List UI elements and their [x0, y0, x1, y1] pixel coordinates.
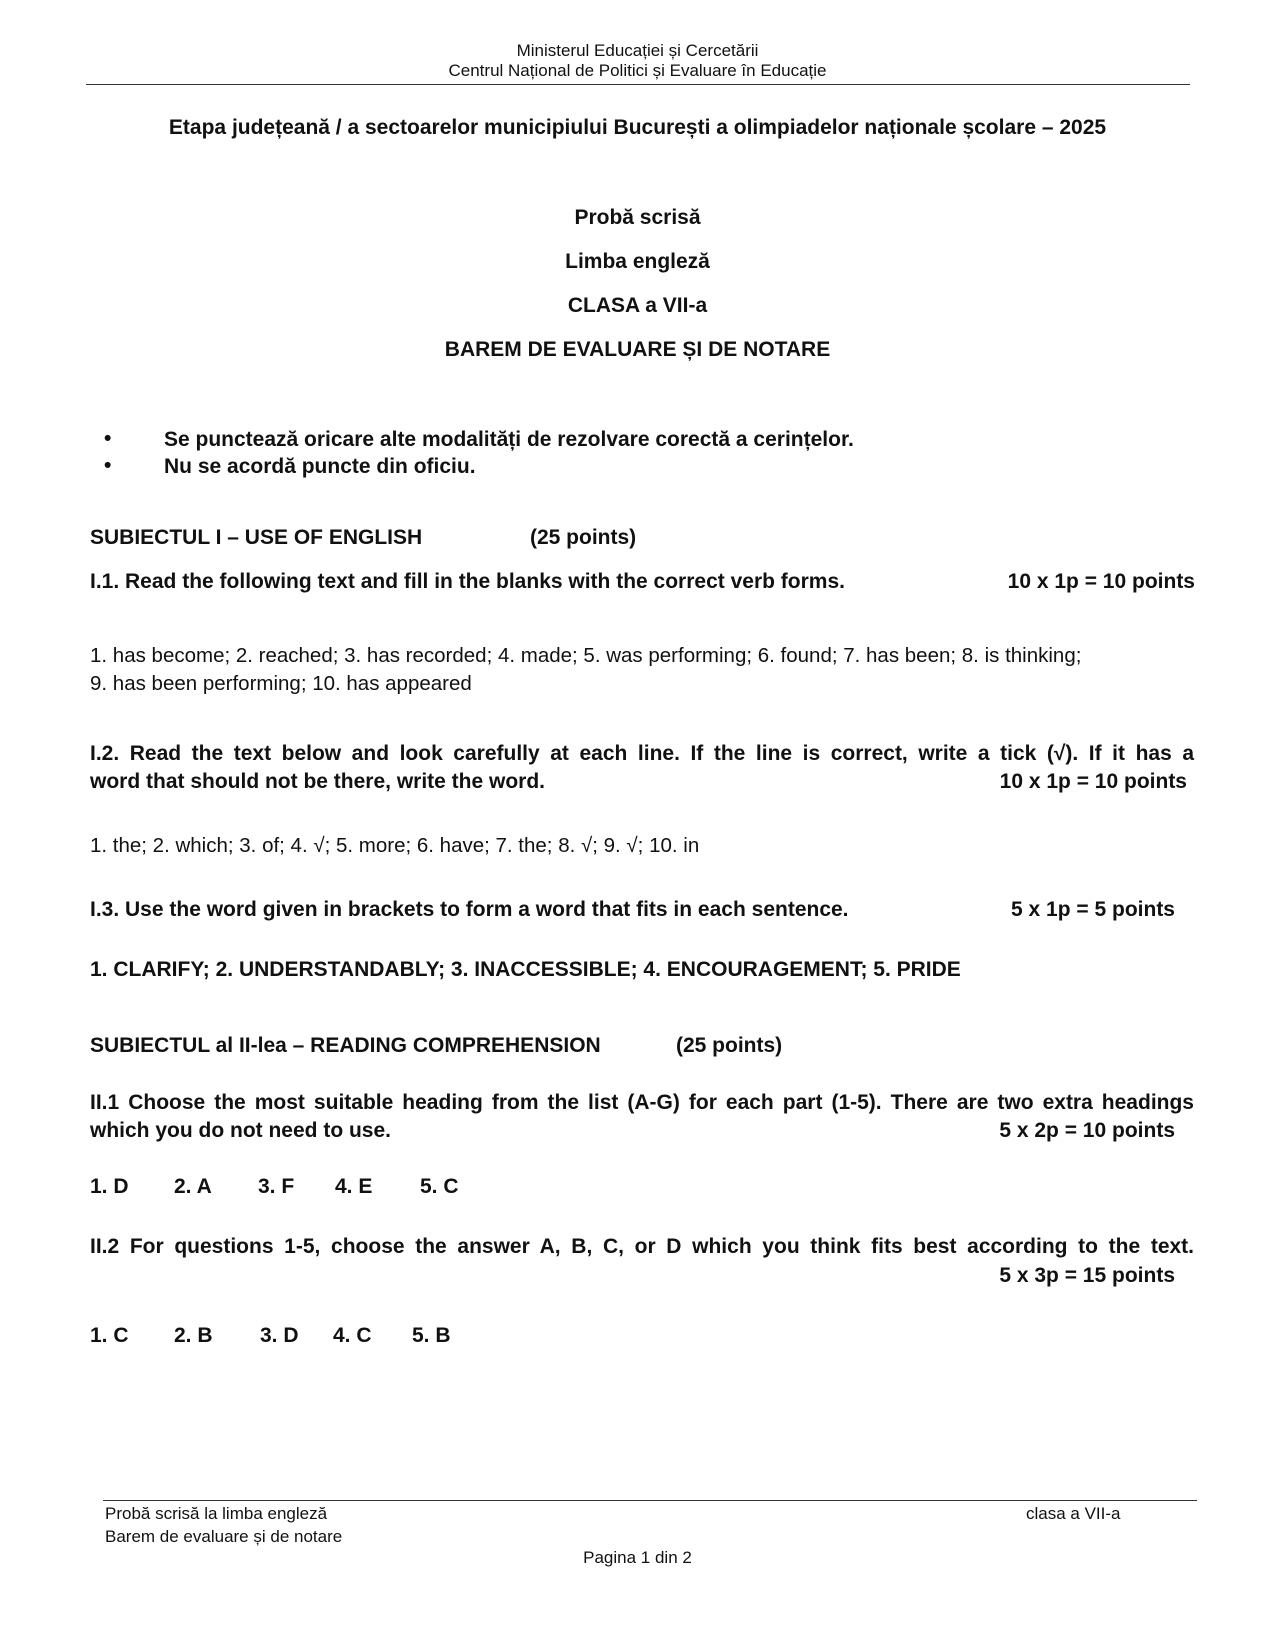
q2-2-answer: 1. C: [90, 1324, 129, 1347]
page-title: Etapa județeană / a sectoarelor municipiului București a olimpiadelor naționale școlare – 2025: [168, 116, 1107, 139]
q1-2-points: 10 x 1p = 10 points: [999, 770, 1187, 793]
subject1-points: (25 points): [530, 526, 637, 549]
q2-2-text-line1: II.2 For questions 1-5, choose the answer A, B, C, or D which you think fits best according to the text.: [90, 1235, 1194, 1258]
subject2-title: SUBIECTUL al II-lea – READING COMPREHENSION: [90, 1034, 601, 1057]
q1-1-points: 10 x 1p = 10 points: [1007, 570, 1195, 593]
exam-grade: CLASA a VII-a: [567, 294, 708, 317]
q1-1-text: I.1. Read the following text and fill in the blanks with the correct verb forms.: [90, 570, 845, 593]
q2-1-text-line2: which you do not need to use.: [90, 1119, 392, 1142]
q2-1-answer: 4. E: [335, 1175, 373, 1198]
q2-2-points: 5 x 3p = 15 points: [999, 1264, 1175, 1287]
q1-2-answers: 1. the; 2. which; 3. of; 4. √; 5. more; 6. have; 7. the; 8. √; 9. √; 10. in: [90, 834, 700, 857]
bullet-icon: •: [104, 427, 112, 450]
footer-left-line2: Barem de evaluare și de notare: [105, 1527, 343, 1546]
document-title: BAREM DE EVALUARE ȘI DE NOTARE: [444, 338, 831, 361]
q2-2-answer: 5. B: [412, 1324, 451, 1347]
subject1-title: SUBIECTUL I – USE OF ENGLISH: [90, 526, 423, 549]
footer-divider: [103, 1500, 1197, 1501]
exam-type: Probă scrisă: [574, 206, 701, 229]
q2-1-points: 5 x 2p = 10 points: [999, 1119, 1175, 1142]
q2-1-answer: 1. D: [90, 1175, 129, 1198]
q1-2-text-line1: I.2. Read the text below and look carefully at each line. If the line is correct, write a tick (√). If it has a: [90, 742, 1194, 765]
header-center: Centrul Național de Politici și Evaluare în Educație: [448, 61, 827, 80]
header-divider: [86, 84, 1190, 85]
exam-subject: Limba engleză: [565, 250, 710, 273]
q2-1-answer: 5. C: [420, 1175, 459, 1198]
q1-2-text-line2: word that should not be there, write the word.: [90, 770, 546, 793]
q2-2-answer: 3. D: [260, 1324, 299, 1347]
q2-1-answer: 2. A: [174, 1175, 212, 1198]
q2-1-text-line1: II.1 Choose the most suitable heading from the list (A-G) for each part (1-5). There are two extra headings: [90, 1091, 1194, 1114]
footer-grade: clasa a VII-a: [1026, 1504, 1121, 1523]
q2-2-answer: 4. C: [333, 1324, 372, 1347]
q1-1-answers-line1: 1. has become; 2. reached; 3. has recorded; 4. made; 5. was performing; 6. found; 7. has been; 8. is thinking;: [90, 644, 1082, 667]
subject2-points: (25 points): [676, 1034, 783, 1057]
q2-2-answer: 2. B: [174, 1324, 213, 1347]
q1-3-answers: 1. CLARIFY; 2. UNDERSTANDABLY; 3. INACCESSIBLE; 4. ENCOURAGEMENT; 5. PRIDE: [90, 958, 961, 981]
bullet-icon: •: [104, 454, 112, 477]
q1-1-answers-line2: 9. has been performing; 10. has appeared: [90, 672, 472, 695]
bullet-text-1: Se punctează oricare alte modalități de rezolvare corectă a cerințelor.: [164, 428, 854, 451]
q1-3-points: 5 x 1p = 5 points: [1011, 898, 1175, 921]
footer-left-line1: Probă scrisă la limba engleză: [105, 1504, 328, 1523]
q2-1-answer: 3. F: [258, 1175, 295, 1198]
header-ministry: Ministerul Educației și Cercetării: [516, 41, 759, 60]
page-number: Pagina 1 din 2: [583, 1548, 692, 1567]
q1-3-text: I.3. Use the word given in brackets to form a word that fits in each sentence.: [90, 898, 849, 921]
bullet-text-2: Nu se acordă puncte din oficiu.: [164, 455, 476, 478]
